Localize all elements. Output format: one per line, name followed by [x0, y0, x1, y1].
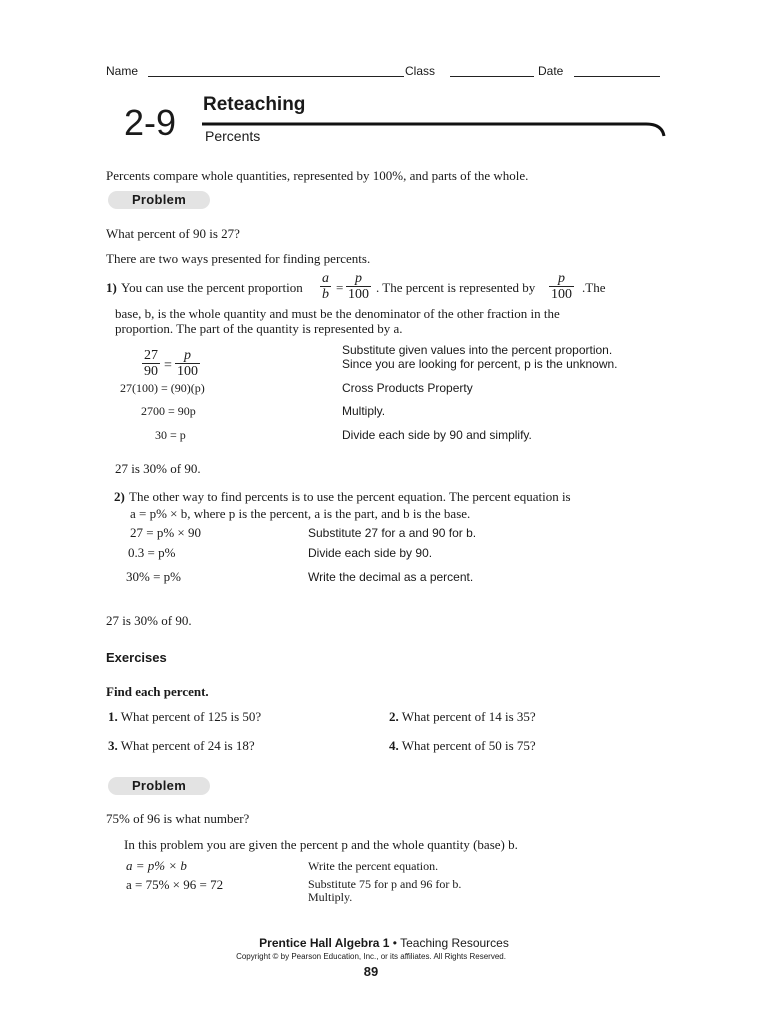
step3-expr: 2700 = 90p — [141, 404, 196, 418]
name-label: Name — [106, 64, 139, 78]
step1-equals: = — [164, 358, 172, 373]
problem-badge-2: Problem — [108, 777, 210, 795]
p2-step1-expr: a = p% × b — [126, 858, 187, 873]
step2-expr: 27(100) = (90)(p) — [120, 381, 205, 395]
p2-step2-expr: a = 75% × 96 = 72 — [126, 877, 224, 892]
eq-step3-expr: 30% = p% — [126, 569, 181, 584]
step2-desc: Cross Products Property — [342, 381, 473, 395]
exercise-item: 4. What percent of 50 is 75? — [389, 738, 536, 753]
way2-number: 2) — [114, 489, 125, 504]
way1-line3: proportion. The part of the quantity is represented by a. — [115, 321, 403, 336]
p2-step2-desc2: Multiply. — [308, 890, 353, 904]
way1-number: 1) — [106, 280, 117, 295]
eq-step2-desc: Divide each side by 90. — [308, 546, 433, 560]
footer-title: Prentice Hall Algebra 1 • Teaching Resources — [259, 936, 509, 950]
way2-text: The other way to find percents is to use the percent equation. The percent equation is — [129, 489, 571, 504]
date-field-line[interactable] — [574, 76, 660, 77]
p2-step1-desc: Write the percent equation. — [308, 859, 439, 873]
fraction-a-over-b: $\frac{a}{b}$ — [322, 271, 329, 302]
date-label: Date — [538, 64, 564, 78]
step1-fraction-27-90: $\frac{27}{90}$ — [144, 348, 158, 379]
class-label: Class — [405, 64, 436, 78]
name-field-line[interactable] — [148, 76, 404, 77]
intro-text: Percents compare whole quantities, represented by 100%, and parts of the whole. — [106, 168, 529, 183]
exercise-item: 3. What percent of 24 is 18? — [108, 738, 255, 753]
two-ways-text: There are two ways presented for finding percents. — [106, 251, 371, 266]
step4-expr: 30 = p — [155, 428, 186, 442]
step3-desc: Multiply. — [342, 404, 386, 418]
page-title: Reteaching — [203, 94, 306, 115]
p2-step2-desc: Substitute 75 for p and 96 for b. — [308, 877, 462, 891]
step1-desc: Substitute given values into the percent proportion. Since you are looking for percent, p is the unknown. — [342, 343, 618, 371]
problem-badge: Problem — [108, 191, 210, 209]
step1-fraction-p-100: $\frac{p}{100}$ — [177, 348, 198, 379]
problem2-question: 75% of 96 is what number? — [106, 811, 250, 826]
way1-line2: base, b, is the whole quantity and must be the denominator of the other fraction in the — [115, 306, 560, 321]
lesson-number: 2-9 — [124, 102, 177, 143]
eq-step1-desc: Substitute 27 for a and 90 for b. — [308, 526, 477, 540]
step4-desc: Divide each side by 90 and simplify. — [342, 428, 532, 442]
exercises-instruction: Find each percent. — [106, 684, 209, 699]
result2-text: 27 is 30% of 90. — [106, 613, 192, 628]
exercise-item: 1. What percent of 125 is 50? — [108, 709, 262, 724]
way2-line2: a = p% × b, where p is the percent, a is the part, and b is the base. — [130, 506, 471, 521]
page-subtitle: Percents — [205, 128, 261, 144]
eq-step1-expr: 27 = p% × 90 — [130, 525, 201, 540]
result1-text: 27 is 30% of 90. — [115, 461, 201, 476]
page-number: 89 — [363, 964, 379, 979]
class-field-line[interactable] — [450, 76, 534, 77]
footer-copyright: Copyright © by Pearson Education, Inc., or its affiliates. All Rights Reserved. — [236, 952, 506, 961]
eq-step2-expr: 0.3 = p% — [128, 545, 176, 560]
problem1-question: What percent of 90 is 27? — [106, 226, 240, 241]
exercise-item: 2. What percent of 14 is 35? — [389, 709, 536, 724]
problem2-intro: In this problem you are given the percent p and the whole quantity (base) b. — [124, 837, 518, 852]
way1-text-a: You can use the percent proportion — [121, 280, 303, 295]
title-rule — [200, 118, 670, 140]
fraction-p-over-100-b: $\frac{p}{100}$ — [551, 271, 572, 302]
way1-text-b: . The percent is represented by — [376, 280, 536, 295]
exercises-heading: Exercises — [106, 650, 167, 665]
eq-step3-desc: Write the decimal as a percent. — [308, 570, 474, 584]
way1-text-c: .The — [582, 280, 606, 295]
fraction-p-over-100: $\frac{p}{100}$ — [348, 271, 369, 302]
way1-equals: = — [336, 280, 344, 295]
